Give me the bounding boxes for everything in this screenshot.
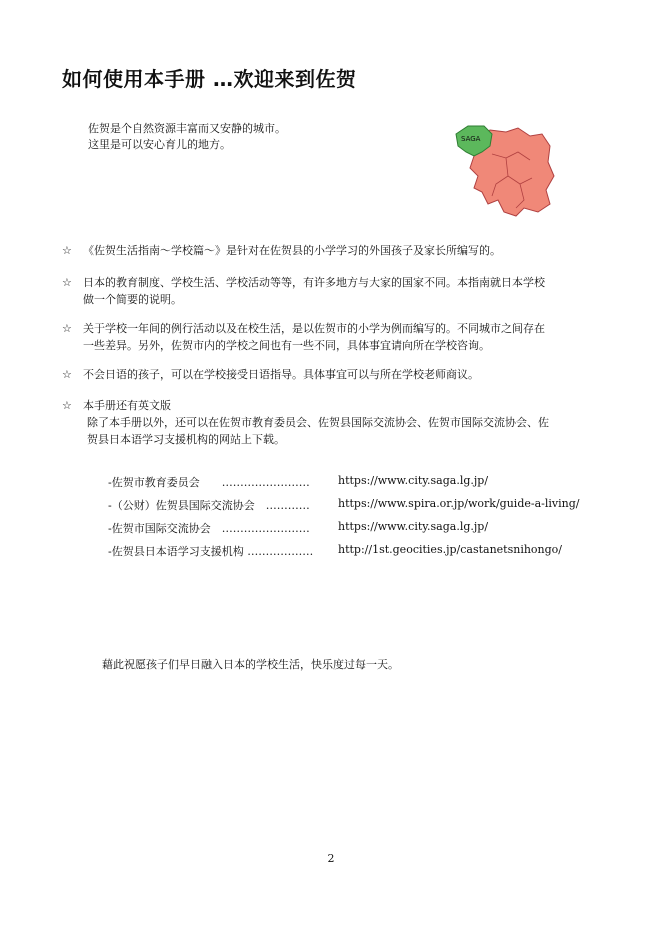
saga-map-illustration — [446, 112, 556, 222]
bullet-text: 不会日语的孩子，可以在学校接受日语指导。具体事宜可以与所在学校老师商议。 — [83, 368, 479, 381]
organization-name: -（公财）佐贺县国际交流协会 ………… — [108, 499, 310, 512]
website-url-link[interactable]: https://www.city.saga.lg.jp/ — [338, 474, 489, 487]
star-bullet-icon: ☆ — [62, 399, 72, 412]
bullet-line: 做一个简要的说明。 — [83, 293, 182, 306]
bullet-item — [62, 397, 602, 448]
bullet-item — [62, 320, 602, 354]
bullet-text — [83, 274, 602, 308]
bullet-text — [83, 320, 602, 354]
bullet-line: 本手册还有英文版 — [83, 399, 171, 412]
star-bullet-icon: ☆ — [62, 322, 72, 335]
website-url-link[interactable]: https://www.city.saga.lg.jp/ — [338, 520, 489, 533]
bullet-item — [62, 366, 602, 383]
bullet-line: 关于学校一年间的例行活动以及在校生活，是以佐贺市的小学为例而编写的。不同城市之间存在 — [83, 322, 545, 335]
bullet-line: 贺县日本语学习支援机构的网站上下载。 — [87, 433, 285, 446]
bullet-line: 一些差异。另外，佐贺市内的学校之间也有一些不同，具体事宜请向所在学校咨询。 — [83, 339, 490, 352]
star-bullet-icon: ☆ — [62, 276, 72, 289]
intro-paragraph — [88, 121, 286, 153]
star-bullet-icon: ☆ — [62, 244, 72, 257]
page-number: 2 — [327, 852, 335, 865]
saga-map-label: SAGA — [461, 135, 481, 143]
star-bullet-icon: ☆ — [62, 368, 72, 381]
bullet-line: 日本的教育制度、学校生活、学校活动等等，有许多地方与大家的国家不同。本指南就日本学校 — [83, 276, 545, 289]
organization-name: -佐贺市教育委员会 …………………… — [108, 476, 310, 489]
closing-message: 藉此祝愿孩子们早日融入日本的学校生活，快乐度过每一天。 — [102, 658, 399, 671]
bullet-item — [62, 274, 602, 308]
bullet-item — [62, 242, 602, 259]
bullet-line: 除了本手册以外，还可以在佐贺市教育委员会、佐贺县国际交流协会、佐贺市国际交流协会、佐 — [87, 416, 549, 429]
organization-name: -佐贺县日本语学习支援机构 ……………… — [108, 545, 314, 558]
website-url-link[interactable]: https://www.spira.or.jp/work/guide-a-living/ — [338, 497, 580, 510]
bullet-text: 《佐贺生活指南～学校篇～》是针对在佐贺县的小学学习的外国孩子及家长所编写的。 — [83, 244, 501, 257]
organization-name: -佐贺市国际交流协会 …………………… — [108, 522, 310, 535]
page-title: 如何使用本手册 …欢迎来到佐贺 — [62, 67, 357, 91]
website-url-link[interactable]: http://1st.geocities.jp/castanetsnihongo/ — [338, 543, 563, 556]
bullet-text — [83, 397, 602, 448]
intro-line: 佐贺是个自然资源丰富而又安静的城市。 — [88, 122, 286, 135]
intro-line: 这里是可以安心育儿的地方。 — [88, 138, 231, 151]
